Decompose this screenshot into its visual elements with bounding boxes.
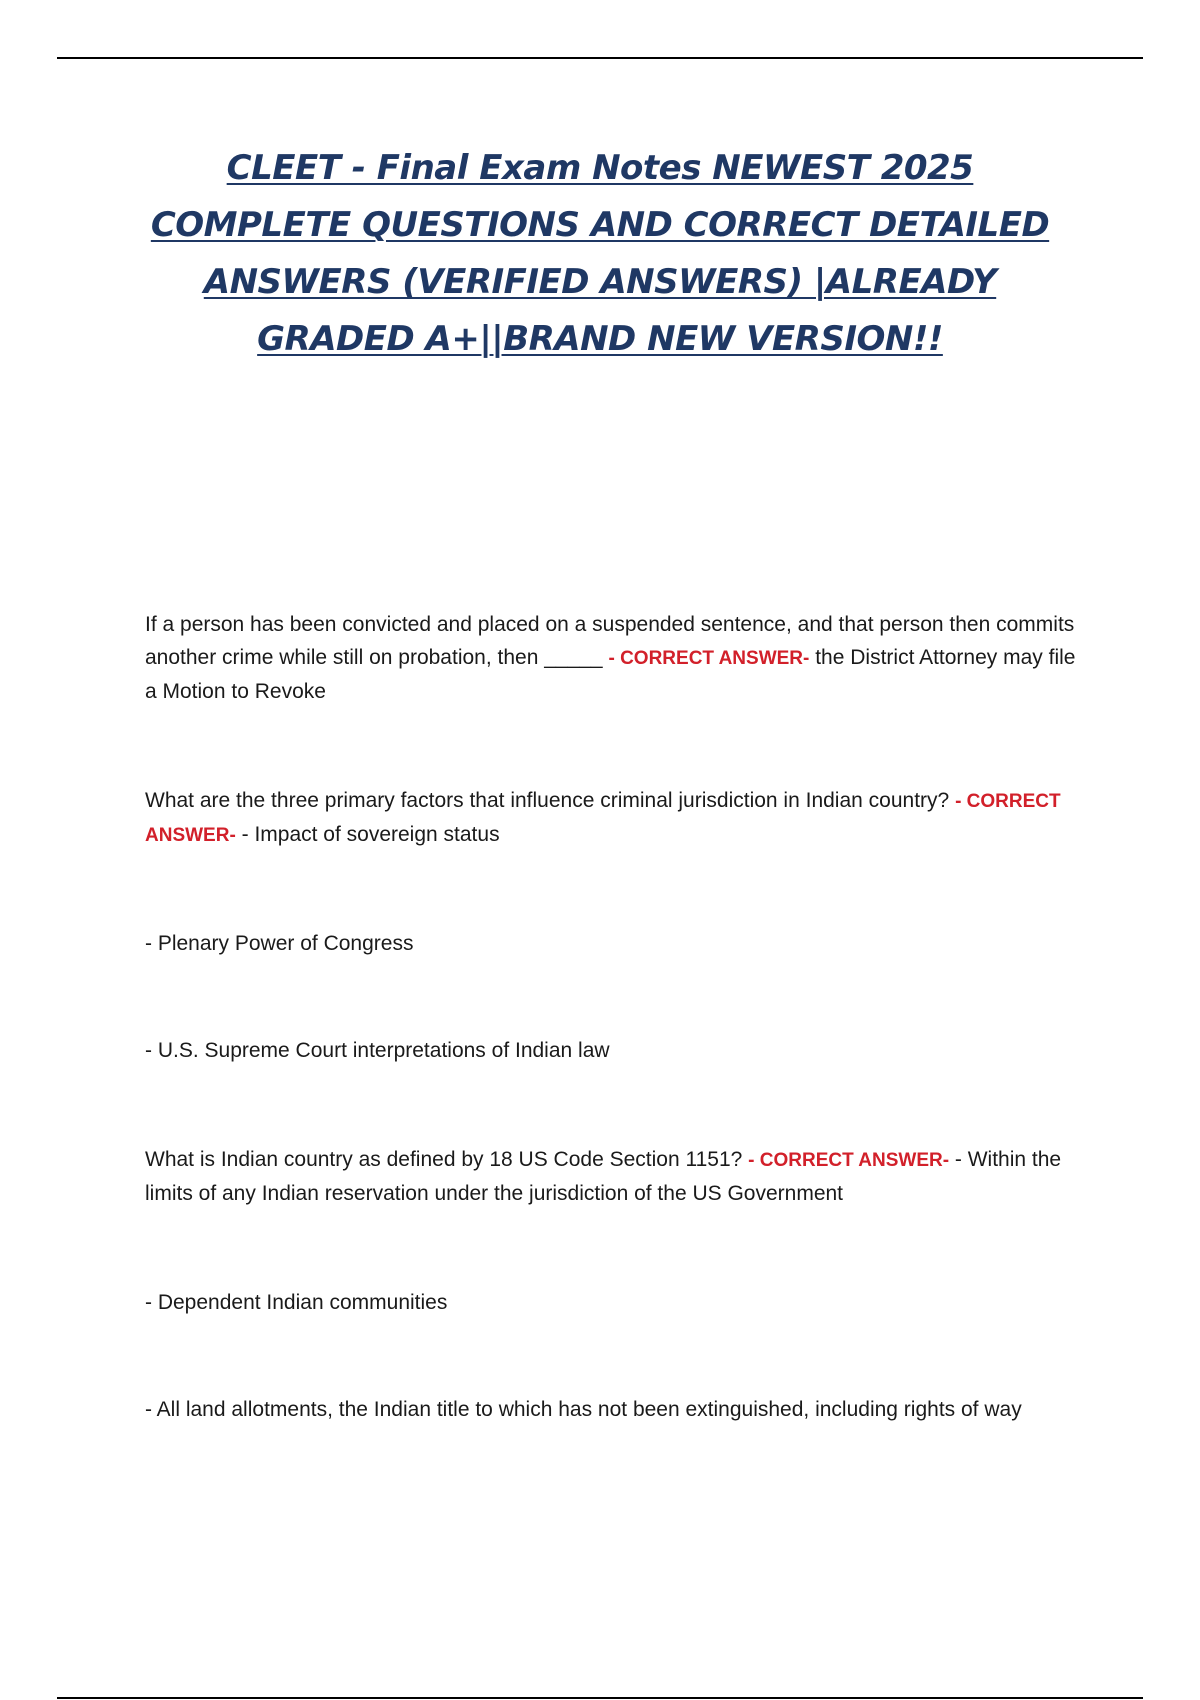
bottom-rule [57,1697,1143,1699]
answer-3-item-2: - Dependent Indian communities [145,1291,448,1314]
question-2-text: What are the three primary factors that influence criminal jurisdiction in Indian country? [145,789,950,812]
answer-2-item-2: - Plenary Power of Congress [145,932,414,955]
answer-3-item-3: - All land allotments, the Indian title to which has not been extinguished, including rights of way [145,1398,1022,1421]
correct-answer-label: - CORRECT ANSWER- [145,791,1061,846]
answer-1-text: the District Attorney may file a Motion to Revoke [145,646,1076,703]
correct-answer-label: - CORRECT ANSWER- [608,648,810,669]
question-1-text: If a person has been convicted and placed on a suspended sentence, and that person then commits another crime while still on probation, then _____ [145,613,1075,669]
document-title: CLEET - Final Exam Notes NEWEST 2025 COMPLETE QUESTIONS AND CORRECT DETAILED ANSWERS (VERIFIED ANSWERS) |ALREADY GRADED A+||BRAND NEW VERSION!! [150,148,1050,359]
question-3-text: What is Indian country as defined by 18 US Code Section 1151? [145,1148,743,1171]
top-rule [57,57,1143,59]
answer-2-item-3: - U.S. Supreme Court interpretations of Indian law [145,1039,610,1062]
question-2 [145,784,1085,852]
question-1 [145,608,1085,708]
answer-2-text: - Impact of sovereign status [241,823,500,846]
question-3 [145,1143,1085,1210]
answer-3-text: - Within the limits of any Indian reservation under the jurisdiction of the US Government [145,1148,1062,1205]
correct-answer-label: - CORRECT ANSWER- [748,1150,950,1171]
